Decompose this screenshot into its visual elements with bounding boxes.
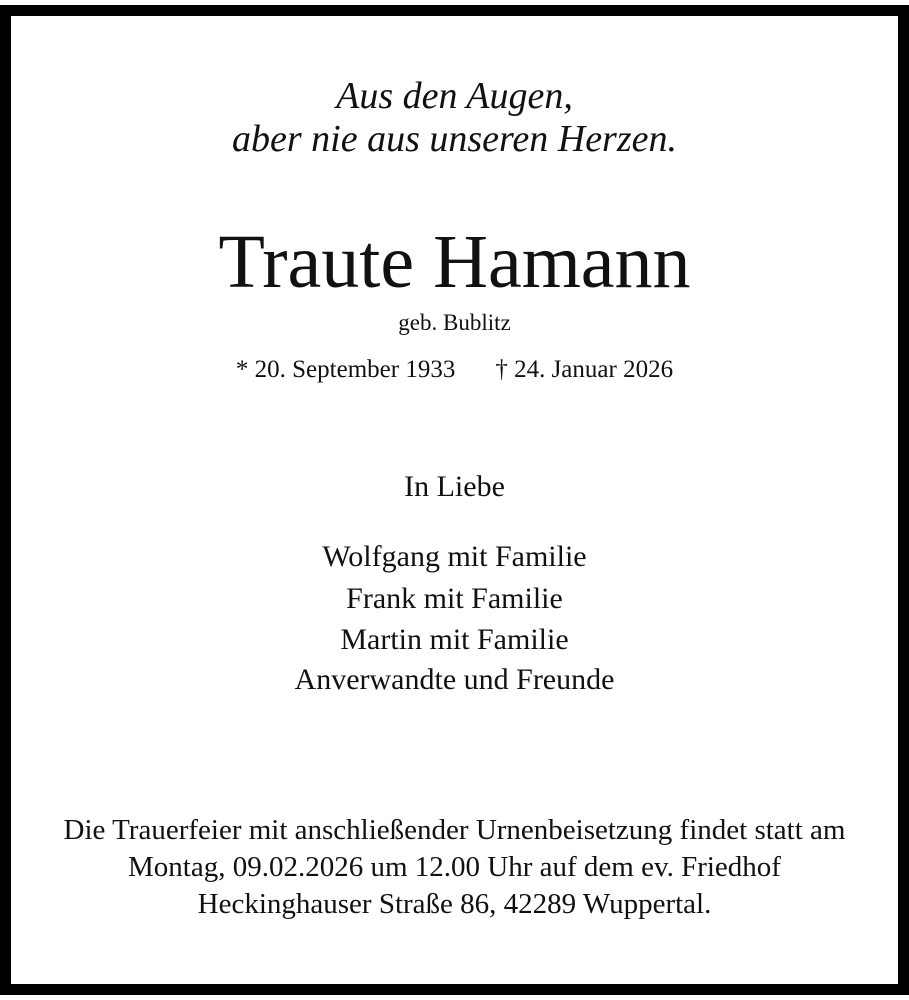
maiden-name: geb. Bublitz (398, 310, 511, 335)
mourner: Anverwandte und Freunde (294, 663, 615, 696)
funeral-info-line: Heckinghauser Straße 86, 42289 Wuppertal. (197, 888, 712, 920)
mourner: Frank mit Familie (346, 582, 563, 615)
deceased-name: Traute Hamann (218, 220, 691, 304)
mourner: Martin mit Familie (340, 623, 569, 656)
funeral-info-line: Montag, 09.02.2026 um 12.00 Uhr auf dem ev. Friedhof (128, 851, 781, 883)
closing-phrase: In Liebe (404, 470, 505, 503)
funeral-info-line: Die Trauerfeier mit anschließender Urnenbeisetzung findet statt am (63, 814, 846, 846)
death-date: † 24. Januar 2026 (495, 356, 674, 383)
motto-line-2: aber nie aus unseren Herzen. (231, 118, 677, 160)
life-dates (0, 357, 909, 382)
birth-date: * 20. September 1933 (235, 356, 456, 383)
mourner: Wolfgang mit Familie (322, 540, 587, 573)
motto-line-1: Aus den Augen, (336, 75, 573, 117)
